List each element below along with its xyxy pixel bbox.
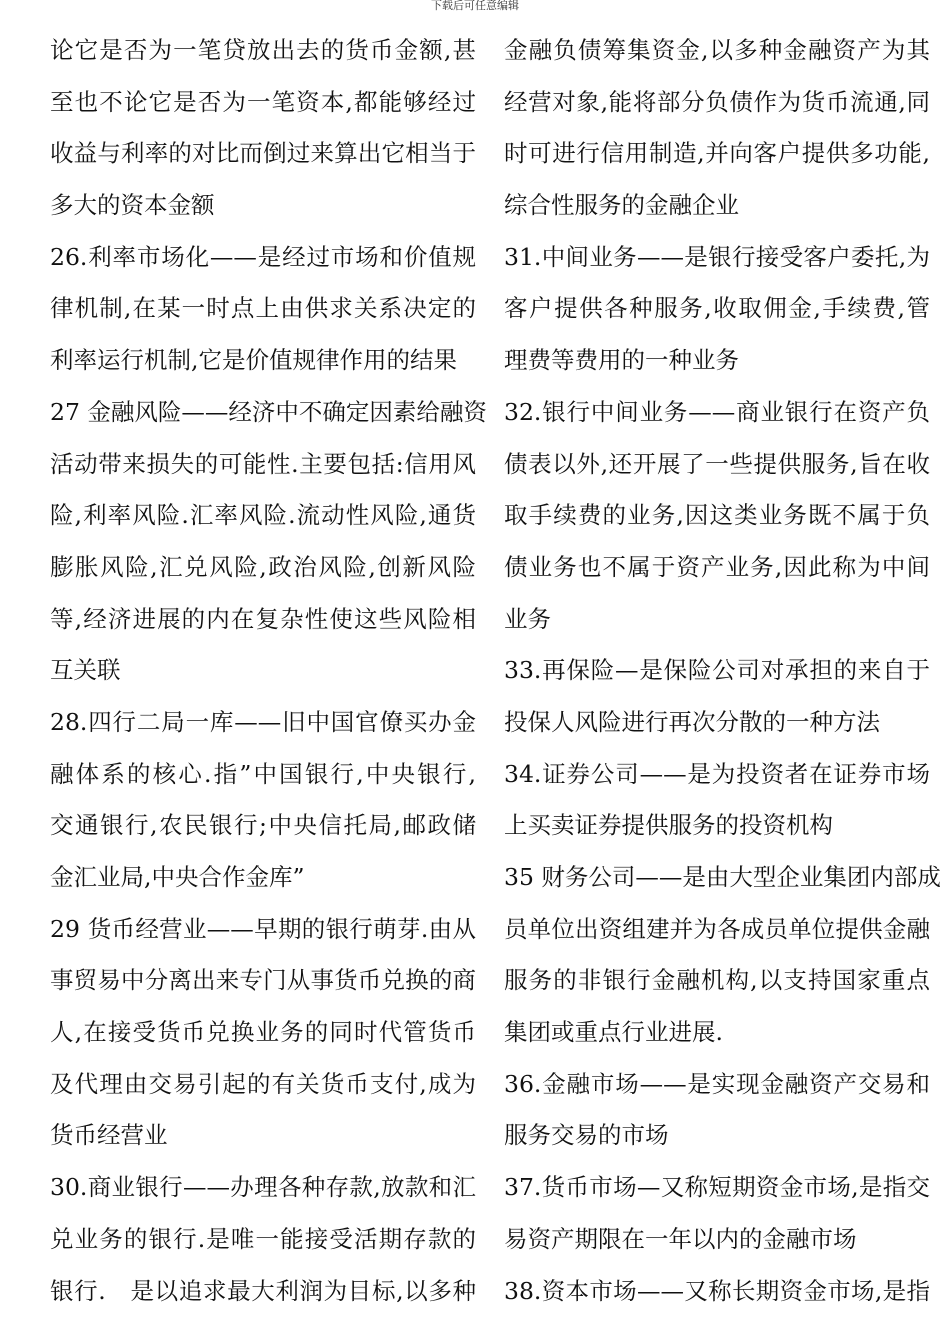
text-line: 金融负债筹集资金,以多种金融资产为其 <box>504 36 930 64</box>
text-line: 收益与利率的对比而倒过来算出它相当于 <box>50 139 476 168</box>
text-line: 业务 <box>504 604 551 633</box>
text-line: 互关联 <box>50 656 121 685</box>
text-line: 金汇业局,中央合作金库” <box>50 863 305 891</box>
text-line: 活动带来损失的可能性.主要包括:信用风 <box>50 449 476 478</box>
text-line: 时可进行信用制造,并向客户提供多功能, <box>504 139 930 168</box>
text-line: 债业务也不属于资产业务,因此称为中间 <box>504 552 930 581</box>
text-line: 29 货币经营业——早期的银行萌芽.由从 <box>50 914 476 943</box>
text-line: 论它是否为一笔贷放出去的货币金额,甚 <box>50 36 476 64</box>
text-line: 膨胀风险,汇兑风险,政治风险,创新风险 <box>50 552 476 581</box>
text-line: 36.金融市场——是实现金融资产交易和 <box>504 1069 930 1098</box>
text-line: 28.四行二局一库——旧中国官僚买办金 <box>50 707 476 736</box>
text-line: 兑业务的银行.是唯一能接受活期存款的 <box>50 1224 476 1253</box>
text-line: 及代理由交易引起的有关货币支付,成为 <box>50 1069 476 1098</box>
text-line: 理费等费用的一种业务 <box>504 346 739 375</box>
text-line: 集团或重点行业进展. <box>504 1018 723 1047</box>
text-line: 33.再保险—是保险公司对承担的来自于 <box>504 656 930 685</box>
text-line: 27 金融风险——经济中不确定因素给融资 <box>50 397 487 426</box>
text-line: 32.银行中间业务——商业银行在资产负 <box>504 397 930 426</box>
text-line: 债表以外,还开展了一些提供服务,旨在收 <box>504 449 930 478</box>
page-header-note: 下载后可任意编辑 <box>431 0 519 12</box>
left-text-column <box>50 25 487 1317</box>
text-line: 34.证券公司——是为投资者在证券市场 <box>504 759 930 788</box>
text-line: 至也不论它是否为一笔资本,都能够经过 <box>50 87 476 116</box>
text-line: 上买卖证券提供服务的投资机构 <box>504 811 833 840</box>
text-line: 事贸易中分离出来专门从事货币兑换的商 <box>50 966 476 995</box>
text-line: 30.商业银行——办理各种存款,放款和汇 <box>50 1173 476 1202</box>
text-line: 经营对象,能将部分负债作为货币流通,同 <box>504 87 930 116</box>
text-line: 险,利率风险.汇率风险.流动性风险,通货 <box>50 501 476 530</box>
text-line: 综合性服务的金融企业 <box>504 191 739 220</box>
text-line: 35 财务公司——是由大型企业集团内部成 <box>504 863 941 891</box>
text-line: 融体系的核心.指”中国银行,中央银行, <box>50 759 476 788</box>
text-line: 26.利率市场化——是经过市场和价值规 <box>50 242 476 271</box>
text-line: 货币经营业 <box>50 1121 168 1150</box>
text-line: 37.货币市场—又称短期资金市场,是指交 <box>504 1173 930 1202</box>
text-line: 取手续费的业务,因这类业务既不属于负 <box>504 501 930 530</box>
text-line: 利率运行机制,它是价值规律作用的结果 <box>50 346 457 375</box>
text-line: 服务交易的市场 <box>504 1121 669 1150</box>
text-line: 交通银行,农民银行;中央信托局,邮政储 <box>50 811 476 840</box>
text-line: 投保人风险进行再次分散的一种方法 <box>504 707 880 736</box>
text-line: 客户提供各种服务,收取佣金,手续费,管 <box>504 294 930 323</box>
text-line: 员单位出资组建并为各成员单位提供金融 <box>504 914 930 943</box>
text-line: 多大的资本金额 <box>50 191 215 220</box>
text-line: 31.中间业务——是银行接受客户委托,为 <box>504 242 930 271</box>
text-line: 人,在接受货币兑换业务的同时代管货币 <box>50 1018 476 1047</box>
text-line: 等,经济进展的内在复杂性使这些风险相 <box>50 604 476 633</box>
text-line: 律机制,在某一时点上由供求关系决定的 <box>50 294 476 323</box>
text-line: 服务的非银行金融机构,以支持国家重点 <box>504 966 930 995</box>
text-line: 银行. 是以追求最大利润为目标,以多种 <box>50 1276 476 1305</box>
text-line: 38.资本市场——又称长期资金市场,是指 <box>504 1276 930 1305</box>
right-text-column <box>504 25 941 1317</box>
text-line: 易资产期限在一年以内的金融市场 <box>504 1224 857 1253</box>
